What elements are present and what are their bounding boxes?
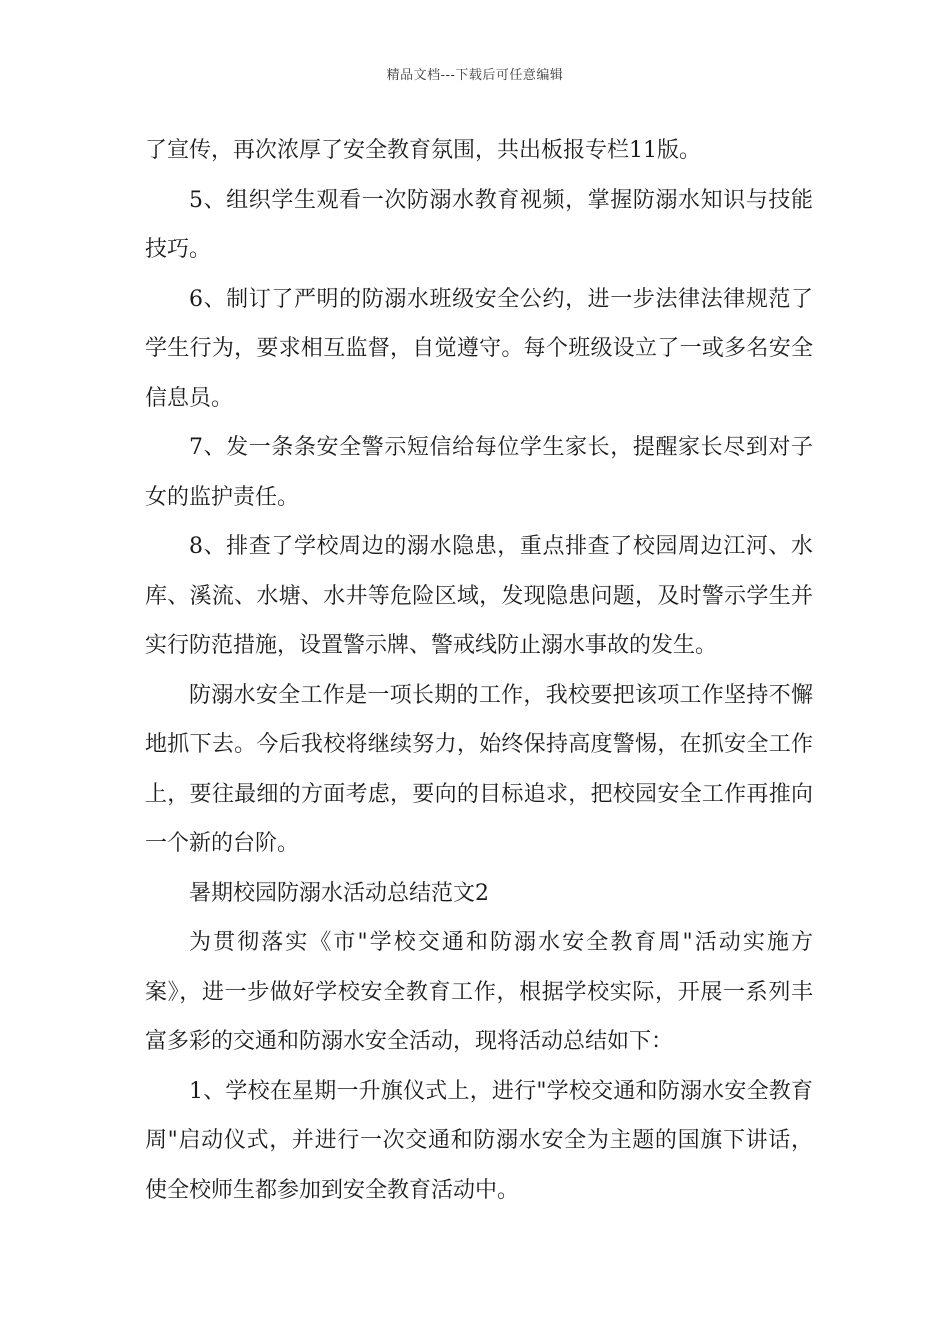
paragraph-conclusion: 防溺水安全工作是一项长期的工作，我校要把该项工作坚持不懈地抓下去。今后我校将继续努力，始终保持高度警惕，在抓安全工作上，要往最细的方面考虑，要向的目标追求，把校园安全工作再推向一个新的台阶。 [145,682,813,856]
paragraph-item-5: 5、组织学生观看一次防溺水教育视频，掌握防溺水知识与技能技巧。 [145,187,813,262]
document-body [145,126,813,1215]
paragraph-item-7: 7、发一条条安全警示短信给每位学生家长，提醒家长尽到对子女的监护责任。 [145,435,813,510]
page-header: 精品文档---下载后可任意编辑 [386,68,564,83]
paragraph-item-1: 1、学校在星期一升旗仪式上，进行"学校交通和防溺水安全教育周"启动仪式，并进行一次交通和防溺水安全为主题的国旗下讲话，使全校师生都参加到安全教育活动中。 [145,1078,813,1203]
paragraph-intro: 为贯彻落实《市"学校交通和防溺水安全教育周"活动实施方案》，进一步做好学校安全教育工作，根据学校实际，开展一系列丰富多彩的交通和防溺水安全活动，现将活动总结如下： [145,930,813,1054]
section-title: 暑期校园防溺水活动总结范文2 [189,880,489,906]
paragraph-item-6: 6、制订了严明的防溺水班级安全公约，进一步法律法律规范了学生行为，要求相互监督，自觉遵守。每个班级设立了一或多名安全信息员。 [145,286,813,411]
paragraph-continuation: 了宣传，再次浓厚了安全教育氛围，共出板报专栏11版。 [145,138,701,163]
paragraph-item-8: 8、排查了学校周边的溺水隐患，重点排查了校园周边江河、水库、溪流、水塘、水井等危险区域，发现隐患问题，及时警示学生并实行防范措施，设置警示牌、警戒线防止溺水事故的发生。 [145,534,813,658]
